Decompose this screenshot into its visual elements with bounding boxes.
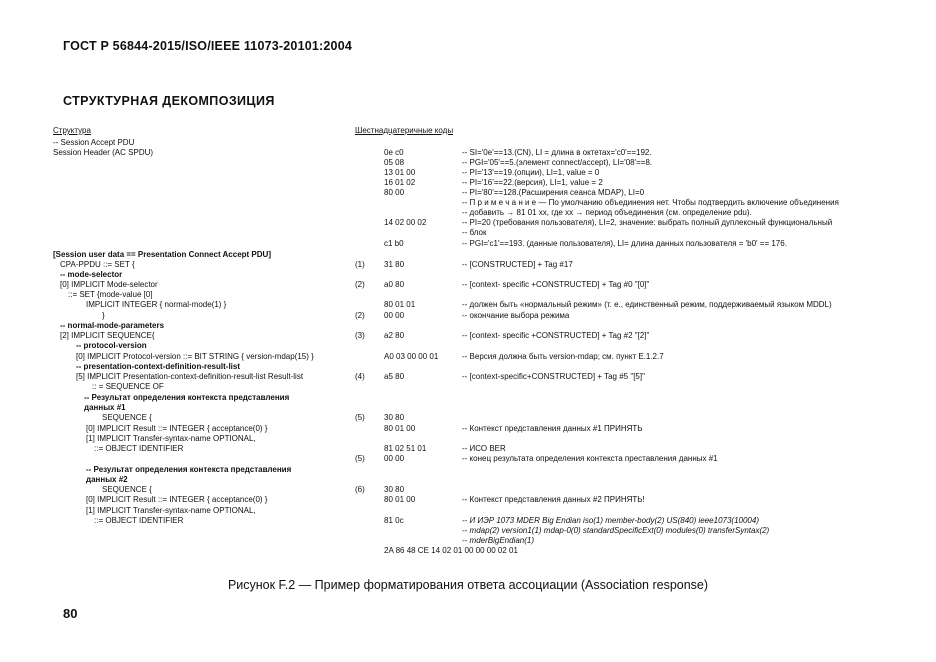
- structure-line: -- Результат определения контекста представления: [84, 393, 290, 402]
- structure-line: [1] IMPLICIT Transfer-syntax-name OPTIONAL,: [86, 434, 256, 443]
- reference-marker: (5): [355, 413, 365, 422]
- structure-line: ::= OBJECT IDENTIFIER: [94, 516, 184, 525]
- structure-line: [2] IMPLICIT SEQUENCE{: [60, 331, 155, 340]
- comment-line: -- mderBigEndian(1): [462, 536, 535, 545]
- comment-line: -- Контекст представления данных #2 ПРИНЯТЬ!: [462, 495, 645, 504]
- structure-line: CPA-PPDU ::= SET {: [60, 260, 135, 269]
- document-header: ГОСТ Р 56844-2015/ISO/IEEE 11073-20101:2004: [63, 39, 353, 53]
- comment-line: -- [context-specific+CONSTRUCTED] + Tag #5 "[5]": [462, 372, 645, 381]
- comment-line: -- PI=20 (требования пользователя), LI=2, значение: выбрать полный дуплексный функциональный: [462, 218, 833, 227]
- comment-line: -- Версия должна быть version-mdap; см. пункт Е.1.2.7: [462, 352, 664, 361]
- hex-code: 81 0c: [384, 516, 404, 525]
- structure-line: [0] IMPLICIT Result ::= INTEGER { acceptance(0) }: [86, 424, 268, 433]
- comment-line: -- SI='0e'==13.(CN), LI = длина в октетах='c0'==192.: [462, 148, 652, 157]
- comment-line: -- должен быть «нормальный режим» (т. е., единственный режим, поддерживаемый языком MDDL): [462, 300, 832, 309]
- structure-line: Session Header (AC SPDU): [53, 148, 154, 157]
- comment-line: -- блок: [462, 228, 487, 237]
- hex-code: 81 02 51 01: [384, 444, 427, 453]
- hex-code: 16 01 02: [384, 178, 416, 187]
- hex-code: 00 00: [384, 454, 405, 463]
- structure-line: IMPLICIT INTEGER { normal-mode(1) }: [86, 300, 227, 309]
- hex-code: 14 02 00 02: [384, 218, 427, 227]
- column-header-structure: Структура: [53, 126, 91, 135]
- comment-line: -- Контекст представления данных #1 ПРИНЯТЬ: [462, 424, 643, 433]
- comment-line: -- [context- specific +CONSTRUCTED] + Tag #0 "[0]": [462, 280, 650, 289]
- structure-line: данных #1: [84, 403, 126, 412]
- hex-code: 30 80: [384, 485, 405, 494]
- structure-line: ::= OBJECT IDENTIFIER: [94, 444, 184, 453]
- hex-code: 2A 86 48 CE 14 02 01 00 00 00 02 01: [384, 546, 518, 555]
- hex-code: A0 03 00 00 01: [384, 352, 439, 361]
- structure-line: [0] IMPLICIT Result ::= INTEGER { acceptance(0) }: [86, 495, 268, 504]
- reference-marker: (3): [355, 331, 365, 340]
- structure-line: :: = SEQUENCE OF: [92, 382, 164, 391]
- hex-code: 0e c0: [384, 148, 404, 157]
- structure-line: [0] IMPLICIT Protocol-version ::= BIT STRING { version-mdap(15) }: [76, 352, 314, 361]
- column-header-hex: Шестнадцатеричные коды: [355, 126, 454, 135]
- structure-line: -- mode-selector: [60, 270, 123, 279]
- comment-line: -- mdap(2) version1(1) mdap-0(0) standardSpecificExt(0) modules(0) transferSyntax(2): [462, 526, 770, 535]
- hex-code: 31 80: [384, 260, 405, 269]
- structure-line: }: [102, 311, 105, 320]
- structure-line: ::= SET {mode-value [0]: [68, 290, 153, 299]
- comment-line: -- П р и м е ч а н и е — По умолчанию объединения нет. Чтобы подтвердить включение объединения: [462, 198, 839, 207]
- hex-code: a5 80: [384, 372, 405, 381]
- comment-line: -- конец результата определения контекста преставления данных #1: [462, 454, 718, 463]
- comment-line: -- добавить → 81 01 xx, где xx → период объединения (см. определение pdu).: [462, 208, 752, 217]
- structure-line: SEQUENCE {: [102, 485, 152, 494]
- structure-line: [Session user data == Presentation Connect Accept PDU]: [53, 250, 271, 259]
- hex-code: a2 80: [384, 331, 405, 340]
- hex-code: 80 01 00: [384, 424, 416, 433]
- hex-code: 00 00: [384, 311, 405, 320]
- comment-line: -- PI='16'==22.(версия), LI=1, value = 2: [462, 178, 603, 187]
- structure-line: -- normal-mode-parameters: [60, 321, 165, 330]
- structure-line: -- Результат определения контекста представления: [86, 465, 292, 474]
- comment-line: -- PGI='c1'==193. (данные пользователя), LI= длина данных пользователя = 'b0' == 176.: [462, 239, 787, 248]
- reference-marker: (6): [355, 485, 365, 494]
- figure-caption: Рисунок F.2 — Пример форматирования ответа ассоциации (Association response): [227, 578, 709, 592]
- comment-line: -- [CONSTRUCTED] + Tag #17: [462, 260, 573, 269]
- hex-code: 80 01 01: [384, 300, 416, 309]
- comment-line: -- ИСО BER: [462, 444, 506, 453]
- structure-line: SEQUENCE {: [102, 413, 152, 422]
- structure-line: -- presentation-context-definition-result-list: [76, 362, 240, 371]
- structure-line: [5] IMPLICIT Presentation-context-definition-result-list Result-list: [76, 372, 304, 381]
- reference-marker: (5): [355, 454, 365, 463]
- hex-code: 05 08: [384, 158, 405, 167]
- comment-line: -- окончание выбора режима: [462, 311, 570, 320]
- comment-line: -- PI='13'==19.(опции), LI=1, value = 0: [462, 168, 600, 177]
- comment-line: -- PI='80'==128.(Расширения сеанса MDAP), LI=0: [462, 188, 645, 197]
- hex-code: 13 01 00: [384, 168, 416, 177]
- hex-code: c1 b0: [384, 239, 404, 248]
- hex-code: 80 01 00: [384, 495, 416, 504]
- page-number: 80: [63, 606, 78, 621]
- comment-line: -- [context- specific +CONSTRUCTED] + Tag #2 "[2]": [462, 331, 650, 340]
- structure-line: -- protocol-version: [76, 341, 147, 350]
- reference-marker: (4): [355, 372, 365, 381]
- section-title: СТРУКТУРНАЯ ДЕКОМПОЗИЦИЯ: [63, 94, 275, 108]
- reference-marker: (2): [355, 311, 365, 320]
- comment-line: -- И ИЭР 1073 MDER Big Endian iso(1) member-body(2) US(840) ieee1073(10004): [462, 516, 759, 525]
- reference-marker: (1): [355, 260, 365, 269]
- structure-line: [0] IMPLICIT Mode-selector: [60, 280, 158, 289]
- comment-line: -- PGI='05'==5.(элемент connect/accept), LI='08'==8.: [462, 158, 653, 167]
- structure-line: данных #2: [86, 475, 128, 484]
- structure-line: [1] IMPLICIT Transfer-syntax-name OPTIONAL,: [86, 506, 256, 515]
- hex-code: a0 80: [384, 280, 405, 289]
- hex-code: 30 80: [384, 413, 405, 422]
- reference-marker: (2): [355, 280, 365, 289]
- structure-line: -- Session Accept PDU: [53, 138, 135, 147]
- hex-code: 80 00: [384, 188, 405, 197]
